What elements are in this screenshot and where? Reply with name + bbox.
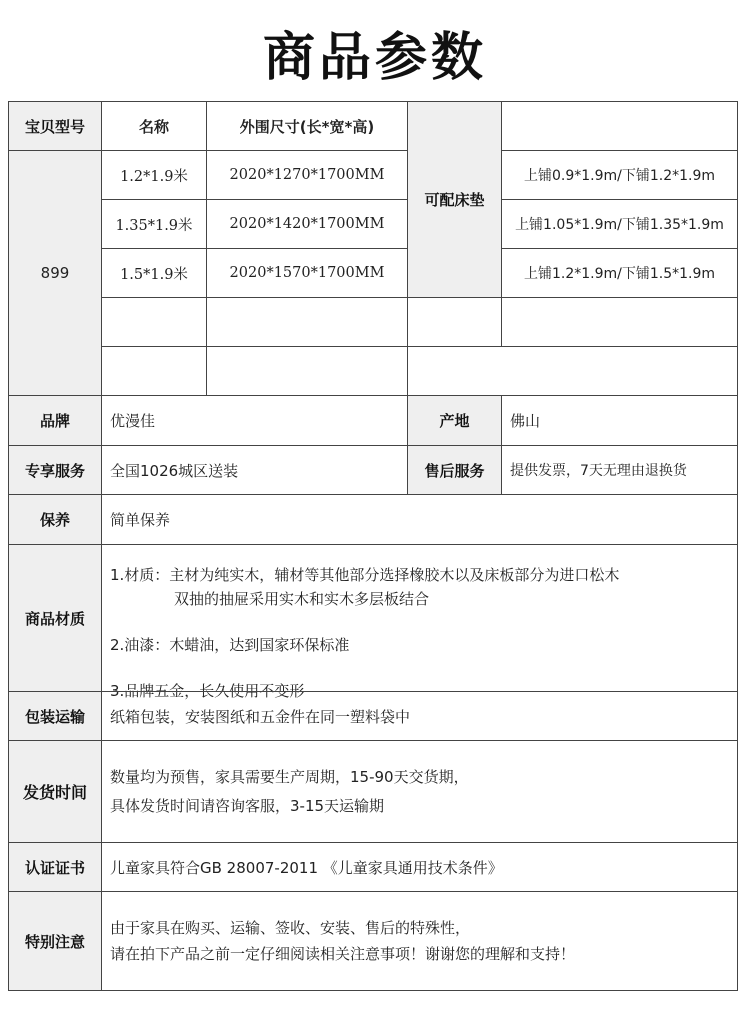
parameter-table (8, 101, 738, 991)
certification-value: 儿童家具符合GB 28007-2011 《儿童家具通用技术条件》 (101, 842, 738, 892)
notice-label: 特别注意 (8, 891, 102, 991)
material-line-1: 1.材质：主材为纯实木，辅材等其他部分选择橡胶木以及床板部分为进口松木 (110, 566, 620, 584)
size-name-3: 1.5*1.9米 (101, 248, 207, 298)
brand-label: 品牌 (8, 395, 102, 446)
name-header: 名称 (101, 101, 207, 151)
packaging-label: 包装运输 (8, 691, 102, 741)
service-value: 全国1026城区送装 (101, 445, 408, 495)
size-name-2: 1.35*1.9米 (101, 199, 207, 249)
blank-cell (206, 346, 408, 396)
mattress-3: 上铺1.2*1.9m/下铺1.5*1.9m (501, 248, 738, 298)
material-line-4: 3.品牌五金，长久使用不变形 (110, 682, 305, 700)
size-header: 外围尺寸(长*宽*高) (206, 101, 408, 151)
size-dims-1: 2020*1270*1700MM (206, 150, 408, 200)
material-line-2: 双抽的抽屉采用实木和实木多层板结合 (174, 590, 430, 608)
notice-value (101, 891, 738, 991)
mattress-1: 上铺0.9*1.9m/下铺1.2*1.9m (501, 150, 738, 200)
delivery-label: 发货时间 (8, 740, 102, 843)
after-sales-label: 售后服务 (407, 445, 502, 495)
delivery-line-2: 具体发货时间请咨询客服，3-15天运输期 (110, 796, 385, 815)
blank-cell (407, 297, 502, 347)
blank-cell (501, 297, 738, 347)
blank-cell (206, 297, 408, 347)
material-label: 商品材质 (8, 544, 102, 692)
service-label: 专享服务 (8, 445, 102, 495)
mattress-header-blank (501, 101, 738, 151)
certification-label: 认证证书 (8, 842, 102, 892)
notice-line-2: 请在拍下产品之前一定仔细阅读相关注意事项！谢谢您的理解和支持！ (110, 945, 576, 963)
maintenance-value: 简单保养 (101, 494, 738, 545)
notice-line-1: 由于家具在购买、运输、签收、安装、售后的特殊性， (110, 919, 471, 937)
origin-value: 佛山 (501, 395, 738, 446)
packaging-value: 纸箱包装，安装图纸和五金件在同一塑料袋中 (101, 691, 738, 741)
material-line-3: 2.油漆：木蜡油，达到国家环保标准 (110, 636, 350, 654)
size-dims-3: 2020*1570*1700MM (206, 248, 408, 298)
delivery-line-1: 数量均为预售，家具需要生产周期，15-90天交货期， (110, 767, 469, 786)
delivery-value (101, 740, 738, 843)
size-dims-2: 2020*1420*1700MM (206, 199, 408, 249)
blank-cell (101, 346, 207, 396)
blank-cell (101, 297, 207, 347)
blank-cell (407, 346, 738, 396)
mattress-2: 上铺1.05*1.9m/下铺1.35*1.9m (501, 199, 738, 249)
size-name-1: 1.2*1.9米 (101, 150, 207, 200)
brand-value: 优漫佳 (101, 395, 408, 446)
origin-label: 产地 (407, 395, 502, 446)
mattress-label: 可配床垫 (407, 101, 502, 298)
model-value: 899 (8, 150, 102, 396)
maintenance-label: 保养 (8, 494, 102, 545)
model-label: 宝贝型号 (8, 101, 102, 151)
page-title: 商品参数 (262, 28, 487, 88)
material-value (101, 544, 738, 700)
after-sales-value: 提供发票，7天无理由退换货 (501, 445, 738, 495)
